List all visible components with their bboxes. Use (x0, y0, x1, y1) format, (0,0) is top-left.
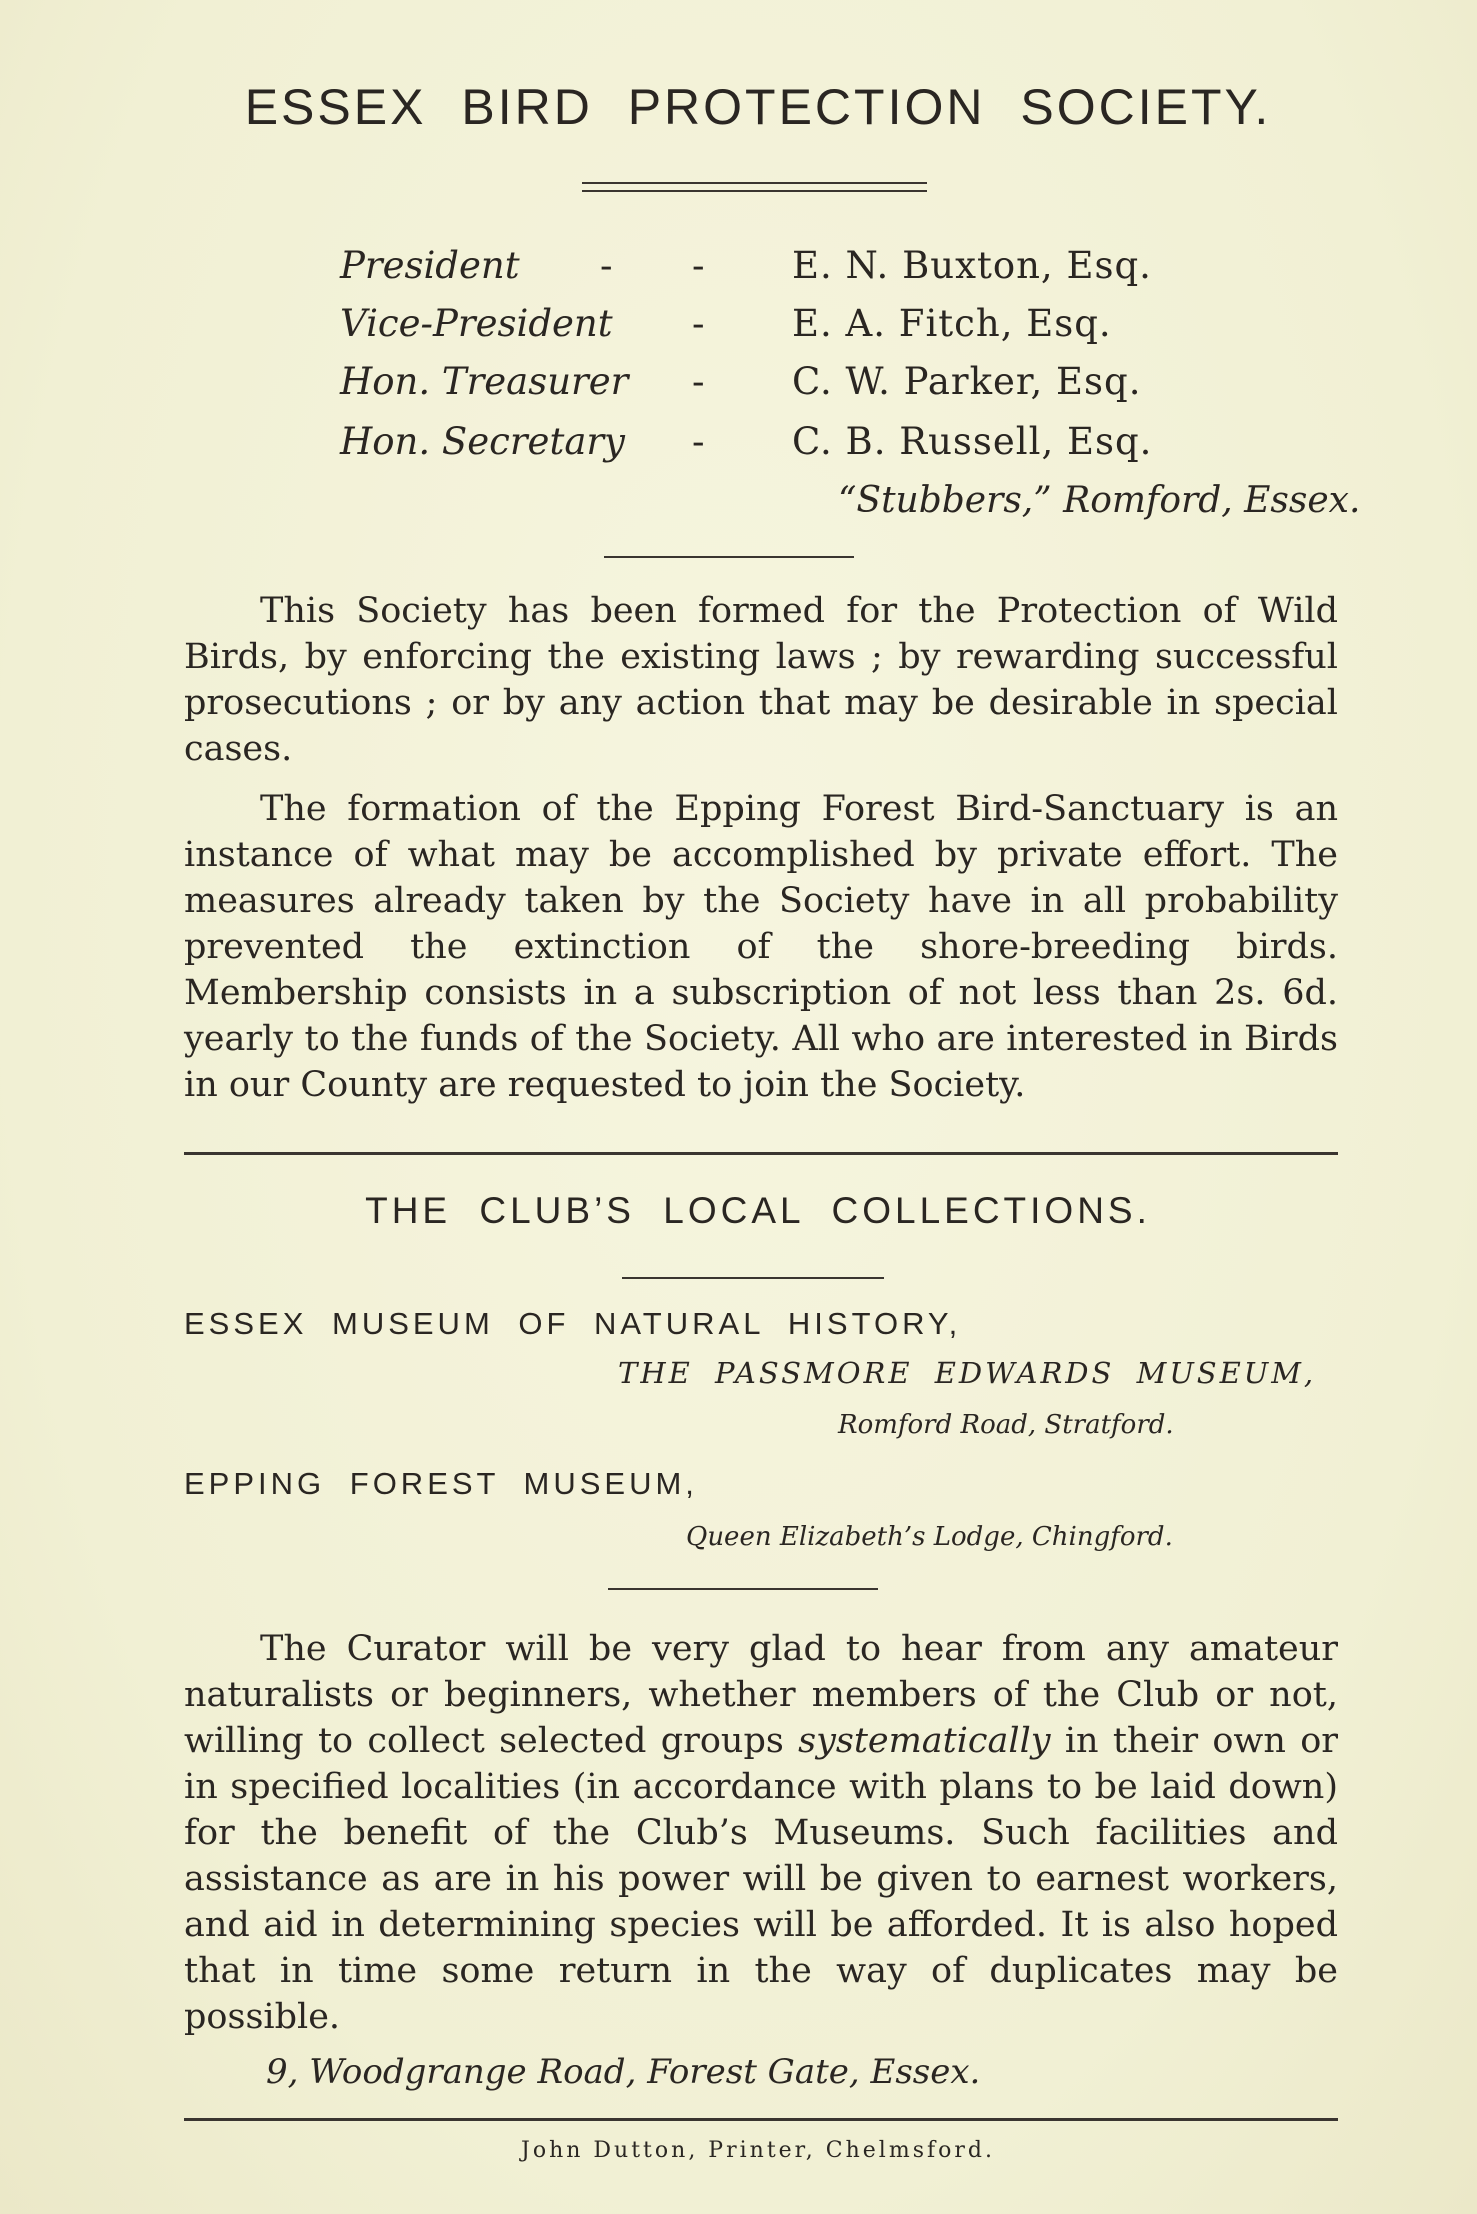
officer-name: C. W. Parker, Esq. (792, 360, 1142, 403)
officer-row-secretary (340, 420, 1340, 480)
full-width-rule (184, 1152, 1338, 1155)
officer-dash: - (600, 244, 613, 287)
collections-title: THE CLUB’S LOCAL COLLECTIONS. (365, 1190, 1151, 1231)
curator-text-start: The Curator will be very glad to hear from any amateur naturalists or beginners, whether members of the Club or not, willing to collect selected groups (184, 1629, 1338, 1761)
society-title: ESSEX BIRD PROTECTION SOCIETY. (244, 79, 1272, 135)
curator-text-emphasis: systematically (798, 1721, 1051, 1761)
section-rule (608, 1588, 878, 1590)
curator-paragraph (184, 1626, 1338, 2040)
officer-role: President (340, 244, 520, 287)
footer-rule (184, 2118, 1338, 2121)
society-description (184, 588, 1338, 1108)
officer-row-vice-president (340, 302, 1340, 362)
officer-row-treasurer (340, 360, 1340, 420)
officer-dash: - (692, 360, 705, 403)
museum-1-address: Romford Road, Stratford. (838, 1410, 1174, 1440)
museum-2-address: Queen Elizabeth’s Lodge, Chingford. (686, 1522, 1173, 1552)
officer-dash: - (692, 244, 705, 287)
society-paragraph-1: This Society has been formed for the Protection of Wild Birds, by enforcing the existing laws ; by rewarding successful prosecutions ; or by any action that may be desirable in special cases. (184, 591, 1338, 769)
title-double-rule-top (582, 182, 927, 184)
officer-role: Hon. Secretary (340, 420, 625, 463)
curator-text-end: in their own or in specified localities (in accordance with plans to be laid down) for the benefit of the Club’s Museums. Such facilities and assistance as are in his power will be given to earnest workers, and aid in determining species will be afforded. It is also hoped that in time some return in the way of duplicates may be possible. (184, 1721, 1339, 2037)
secretary-address: “Stubbers,” Romford, Essex. (838, 480, 1361, 521)
officer-name: E. A. Fitch, Esq. (792, 302, 1112, 345)
section-rule (622, 1277, 884, 1279)
officer-row-president (340, 244, 1340, 304)
printer-imprint: John Dutton, Printer, Chelmsford. (521, 2138, 995, 2163)
officer-dash: - (692, 302, 705, 345)
title-double-rule-bottom (582, 190, 927, 192)
officer-dash: - (692, 420, 705, 463)
museum-1-name: ESSEX MUSEUM OF NATURAL HISTORY, (184, 1306, 962, 1341)
officer-role: Vice-President (340, 302, 613, 345)
section-rule (604, 556, 854, 558)
curator-note (184, 1626, 1338, 2040)
museum-2-name: EPPING FOREST MUSEUM, (184, 1466, 698, 1501)
society-paragraph-2: The formation of the Epping Forest Bird-Sanctuary is an instance of what may be accomplished by private effort. The measures already taken by the Society have in all probability prevented the extinction of the shore-breeding birds. Membership consists in a subscription of not less than 2s. 6d. yearly to the funds of the Society. All who are interested in Birds in our County are requested to join the Society. (184, 789, 1338, 1105)
museum-1-subtitle: THE PASSMORE EDWARDS MUSEUM, (618, 1356, 1317, 1390)
curator-address: 9, Woodgrange Road, Forest Gate, Essex. (266, 2052, 981, 2092)
officer-role: Hon. Treasurer (340, 360, 629, 403)
officer-name: C. B. Russell, Esq. (792, 420, 1153, 463)
officer-name: E. N. Buxton, Esq. (792, 244, 1152, 287)
